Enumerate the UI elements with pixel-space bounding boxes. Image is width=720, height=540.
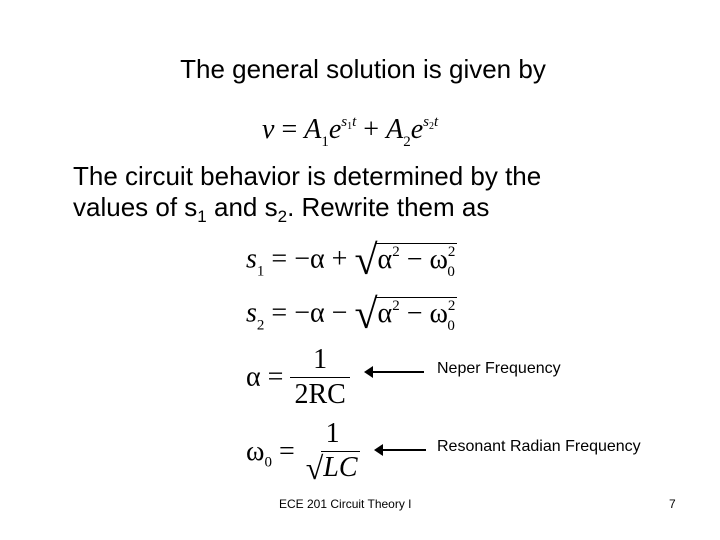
paragraph-line-2 [73,192,541,226]
eq-v-coef1: A [304,114,322,145]
eq-alpha-lhs: α = [246,361,284,393]
neper-frequency-label: Neper Frequency [437,360,561,377]
eq-v-exp1-s: s [341,114,348,130]
paragraph [73,161,542,226]
eq-v-base2: e [410,114,424,145]
eq-v-exp2-t: t [433,114,439,130]
eq-omega-fraction [302,420,364,484]
eq-alpha-denominator: 2RC [290,377,349,409]
neper-arrow-icon [372,371,424,373]
eq-v-plus: + [363,114,380,145]
eq-s2-rhs: = −α − [271,297,348,329]
resonant-arrow-icon [382,449,426,451]
paragraph-line-2-a: values of s [73,192,198,222]
s1-equation [246,240,457,282]
eq-omega-lhs-sub: 0 [264,454,272,471]
eq-omega-denominator [302,451,364,484]
eq-s1-radicand: $\alpha^2 - \omega^2_0$ [377,244,456,280]
eq-s1-lhs: s [246,243,257,275]
omega-equation [246,420,364,484]
footer-course: ECE 201 Circuit Theory I [279,497,412,511]
radical-sign-icon: √ [354,238,378,284]
eq-alpha-numerator: 1 [313,344,328,375]
eq-omega-lhs: ω [246,436,265,467]
eq-omega-numerator: 1 [325,418,340,449]
eq-v-coef1-sub: 1 [321,134,329,150]
eq-v-lhs: v [262,114,275,145]
eq-v-coef2: A [386,114,404,145]
radical-sign-icon: √ [305,450,324,486]
paragraph-sub-1: 1 [197,207,207,226]
general-solution-equation [262,114,439,150]
eq-v-coef2-sub: 2 [403,134,411,150]
eq-s1-rhs: = −α + [271,243,348,275]
eq-alpha-fraction [290,346,349,409]
footer-page-number: 7 [669,497,676,511]
eq-v-exp1-sub: 1 [347,121,353,132]
alpha-equation [246,346,350,409]
s2-equation [246,294,457,336]
paragraph-sub-2: 2 [277,207,288,226]
radical-sign-icon: √ [354,292,378,338]
paragraph-line-2-c: . Rewrite them as [287,192,490,222]
eq-s1-sqrt [354,240,456,282]
eq-s2-lhs: s [246,297,257,329]
paragraph-line-2-b: and s [206,192,278,222]
eq-omega-equals: = [278,436,295,467]
resonant-frequency-label: Resonant Radian Frequency [437,438,641,455]
eq-v-exp1-t: t [352,114,357,130]
paragraph-line-1: The circuit behavior is determined by the [73,161,542,191]
eq-s2-sqrt [354,294,456,336]
eq-v-base1: e [328,114,342,145]
eq-v-exp2-sub: 2 [428,121,434,132]
eq-s2-radicand: $\alpha^2 - \omega^2_0$ [377,298,456,334]
eq-s1-lhs-sub: 1 [256,263,265,280]
eq-v-equals: = [281,114,298,145]
eq-omega-denominator-text: LC [323,452,358,483]
eq-s2-lhs-sub: 2 [256,317,265,334]
eq-v-exp2-s: s [423,114,429,130]
slide-heading: The general solution is given by [180,54,546,84]
